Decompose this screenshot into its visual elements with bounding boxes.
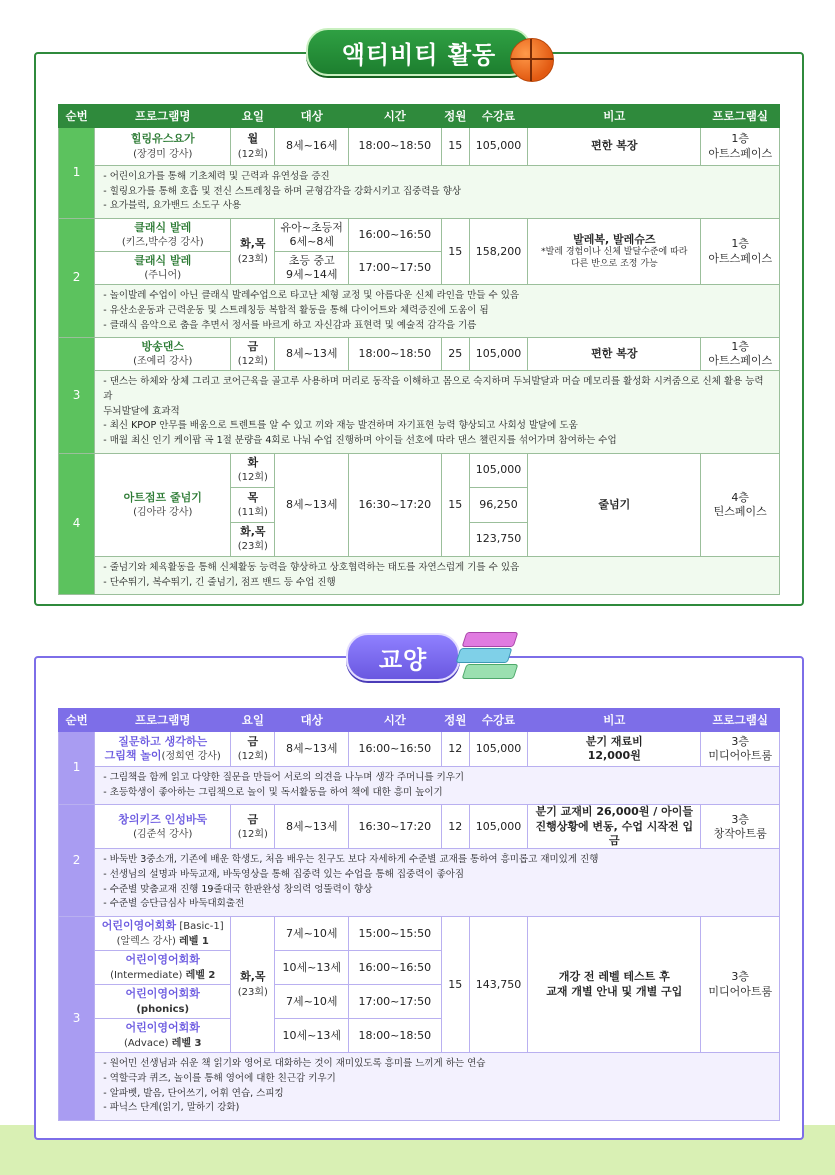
program-cell <box>95 453 231 556</box>
time-cell: 16:00~16:50 <box>348 951 441 985</box>
header-note: 비고 <box>528 709 701 732</box>
room-floor: 1층 <box>731 237 749 251</box>
description-row <box>59 767 780 805</box>
desc-line: 두뇌발달에 효과적 <box>103 405 180 417</box>
description-row <box>59 371 780 454</box>
room-cell <box>701 805 780 849</box>
program-name: 클래식 발레 <box>134 220 192 234</box>
note-cell <box>528 805 701 849</box>
capacity-cell: 25 <box>441 338 469 371</box>
teacher-name: (장경미 강사) <box>133 148 193 160</box>
table-row <box>59 917 780 951</box>
day: 화,목 <box>240 525 266 539</box>
day-cell <box>231 487 275 522</box>
time-cell: 17:00~17:50 <box>348 985 441 1019</box>
description-cell <box>95 285 780 338</box>
program-name: 아트점프 줄넘기 <box>123 490 202 504</box>
header-num: 순번 <box>59 709 95 732</box>
header-capacity: 정원 <box>441 105 469 128</box>
day-cell <box>231 219 275 285</box>
program-name: 클래식 발레 <box>134 253 192 267</box>
capacity-cell: 12 <box>441 732 469 767</box>
room-cell <box>701 128 780 166</box>
program-cell <box>95 252 231 285</box>
note-cell: 편한 복장 <box>528 128 701 166</box>
table-row <box>59 338 780 371</box>
time-cell: 15:00~15:50 <box>348 917 441 951</box>
target-cell: 7세~10세 <box>275 985 349 1019</box>
row-number: 2 <box>59 805 95 917</box>
capacity-cell: 12 <box>441 805 469 849</box>
room-floor: 1층 <box>731 132 749 146</box>
note-main: 분기 교재비 26,000원 / 아이들 <box>535 805 693 819</box>
program-name: 어린이영어회화 <box>125 987 200 1001</box>
culture-title: 교양 <box>346 633 460 681</box>
target-cell <box>275 219 349 252</box>
room-floor: 3층 <box>731 734 749 748</box>
program-name: 어린이영어회화 <box>101 919 177 933</box>
desc-line: - 바둑반 3중소개, 기존에 배운 학생도, 처음 배우는 친구도 보다 자세하게 수준별 교재를 통하여 흥미롭고 재미있게 진행 <box>103 854 599 866</box>
fee-cell: 123,750 <box>469 522 527 556</box>
desc-line: - 요가블럭, 요가밴드 소도구 사용 <box>103 200 242 212</box>
teacher-name: (알렉스 강사) <box>116 935 180 947</box>
target-cell: 10세~13세 <box>275 951 349 985</box>
session-count: (12회) <box>237 751 268 762</box>
room-name: 틴스페이스 <box>713 504 767 518</box>
teacher-name: (김아라 강사) <box>133 506 193 518</box>
note-cell <box>528 732 701 767</box>
level-label: 레벨 3 <box>171 1037 202 1049</box>
day: 금 <box>247 734 259 748</box>
target-group: 유아~초등저 <box>280 220 343 234</box>
day-cell <box>231 338 275 371</box>
capacity-cell: 15 <box>441 453 469 556</box>
program-name: 힐링유스요가 <box>130 132 195 146</box>
target-cell: 8세~13세 <box>275 338 349 371</box>
room-cell <box>701 917 780 1053</box>
header-room: 프로그램실 <box>701 105 780 128</box>
program-cell <box>95 805 231 849</box>
capacity-cell: 15 <box>441 128 469 166</box>
table-row <box>59 219 780 252</box>
description-row <box>59 849 780 917</box>
time-cell: 18:00~18:50 <box>348 1019 441 1053</box>
session-count: (12회) <box>237 356 268 368</box>
description-cell <box>95 556 780 594</box>
teacher-name: (Advace) <box>123 1037 172 1049</box>
time-cell: 18:00~18:50 <box>348 128 441 166</box>
header-time: 시간 <box>348 709 441 732</box>
day-cell <box>231 732 275 767</box>
program-cell <box>95 128 231 166</box>
table-header <box>59 105 780 128</box>
target-age: 6세~8세 <box>289 235 334 249</box>
desc-line: - 매월 최신 인기 케이팝 곡 1절 분량을 4회로 나눠 수업 진행하며 아이들 선호에 따라 댄스 챌린지를 섞어가며 참여하는 수업 <box>103 435 617 447</box>
note-main: 12,000원 <box>587 749 641 762</box>
teacher-name: (Intermediate) <box>110 969 186 981</box>
note-cell <box>528 917 701 1053</box>
day-cell <box>231 917 275 1053</box>
target-cell: 8세~13세 <box>275 805 349 849</box>
desc-line: - 알파벳, 발음, 단어쓰기, 어휘 연습, 스피킹 <box>103 1087 284 1099</box>
row-number: 1 <box>59 732 95 805</box>
program-name: 방송댄스 <box>141 340 184 354</box>
time-cell: 16:00~16:50 <box>348 219 441 252</box>
note-main: 개강 전 레벨 테스트 후 <box>558 970 670 984</box>
program-cell <box>95 951 231 985</box>
header-num: 순번 <box>59 105 95 128</box>
row-number: 1 <box>59 128 95 219</box>
fee-cell: 105,000 <box>469 453 527 487</box>
note-sub: 다른 반으로 조정 가능 <box>570 258 658 269</box>
teacher-name: (phonics) <box>136 1003 190 1015</box>
header-program: 프로그램명 <box>95 709 231 732</box>
note-cell <box>528 219 701 285</box>
desc-line: - 그림책을 함께 읽고 다양한 질문을 만들어 서로의 의견을 나누며 생각 주머니를 키우기 <box>103 772 465 783</box>
room-floor: 3층 <box>731 812 749 826</box>
room-floor: 3층 <box>731 970 749 984</box>
capacity-cell: 15 <box>441 917 469 1053</box>
program-name: 질문하고 생각하는 <box>118 734 208 748</box>
row-number: 3 <box>59 917 95 1121</box>
note-sub: *발레 경험이나 신체 발달수준에 따라 <box>541 247 688 258</box>
note-main: 진행상황에 변동, 수업 시작전 입금 <box>535 819 694 848</box>
row-number: 2 <box>59 219 95 338</box>
header-target: 대상 <box>275 105 349 128</box>
time-cell: 16:30~17:20 <box>348 805 441 849</box>
room-name: 아트스페이스 <box>708 354 773 368</box>
desc-line: - 파닉스 단계(읽기, 말하기 강화) <box>103 1102 240 1114</box>
program-cell <box>95 917 231 951</box>
header-time: 시간 <box>348 105 441 128</box>
description-cell <box>95 166 780 219</box>
time-cell: 18:00~18:50 <box>348 338 441 371</box>
teacher-name: (조예리 강사) <box>133 356 193 368</box>
target-cell: 10세~13세 <box>275 1019 349 1053</box>
note-main: 교재 개별 안내 및 개별 구입 <box>546 984 683 998</box>
basketball-icon <box>510 38 554 82</box>
program-cell <box>95 338 231 371</box>
day: 월 <box>247 132 259 146</box>
day: 화,목 <box>240 970 266 984</box>
desc-line: - 힐링요가를 통해 호흡 및 전신 스트레칭을 하며 균형감각을 강화시키고 집중력을 향상 <box>103 185 462 197</box>
session-count: (11회) <box>237 506 268 518</box>
fee-cell: 105,000 <box>469 732 527 767</box>
desc-line: - 초등학생이 좋아하는 그림책으로 놀이 및 독서활동을 하여 책에 대한 흥미 높이기 <box>103 786 443 798</box>
header-room: 프로그램실 <box>701 709 780 732</box>
program-name: 어린이영어회화 <box>125 953 200 967</box>
room-name: 미디어아트룸 <box>708 749 773 762</box>
header-day: 요일 <box>231 105 275 128</box>
session-count: (23회) <box>237 986 268 998</box>
note-cell: 편한 복장 <box>528 338 701 371</box>
desc-line: - 놀이발레 수업이 아닌 클래식 발레수업으로 타고난 체형 교정 및 아름다운 신체 라인을 만들 수 있음 <box>103 290 520 302</box>
description-cell <box>95 849 780 917</box>
description-row <box>59 285 780 338</box>
activity-table <box>58 104 780 595</box>
target-cell: 8세~13세 <box>275 453 349 556</box>
day-cell <box>231 128 275 166</box>
session-count: (23회) <box>237 541 268 553</box>
desc-line: - 수준별 승단급심사 바둑대회출전 <box>103 898 245 910</box>
room-floor: 1층 <box>731 340 749 354</box>
desc-line: - 어린이요가를 통해 기초체력 및 근력과 유연성을 증진 <box>103 171 330 182</box>
desc-line: - 원어민 선생님과 쉬운 책 읽기와 영어로 대화하는 것이 재미있도록 흥미를 느끼게 하는 연습 <box>103 1058 486 1070</box>
description-row <box>59 166 780 219</box>
description-cell <box>95 1053 780 1121</box>
program-tag: [Basic-1] <box>176 921 224 933</box>
header-day: 요일 <box>231 709 275 732</box>
header-capacity: 정원 <box>441 709 469 732</box>
program-cell <box>95 985 231 1019</box>
activity-title: 액티비티 활동 <box>306 28 532 76</box>
desc-line: - 역할극과 퀴즈, 놀이를 통해 영어에 대한 친근감 키우기 <box>103 1072 336 1084</box>
room-cell <box>701 338 780 371</box>
day: 목 <box>247 490 259 504</box>
session-count: (12회) <box>237 148 268 160</box>
table-row <box>59 128 780 166</box>
desc-line: - 클래식 음악으로 춤을 추면서 정서를 바르게 하고 자신감과 표현력 및 예술적 감각을 기름 <box>103 319 477 331</box>
target-cell: 8세~16세 <box>275 128 349 166</box>
target-age: 9세~14세 <box>286 268 338 282</box>
fee-cell: 105,000 <box>469 128 527 166</box>
header-program: 프로그램명 <box>95 105 231 128</box>
capacity-cell: 15 <box>441 219 469 285</box>
session-count: (12회) <box>237 828 268 840</box>
table-row <box>59 732 780 767</box>
room-name: 미디어아트룸 <box>708 984 773 998</box>
note-main: 분기 재료비 <box>585 734 643 748</box>
room-cell <box>701 453 780 556</box>
day: 금 <box>247 812 259 826</box>
header-target: 대상 <box>275 709 349 732</box>
time-cell: 16:30~17:20 <box>348 453 441 556</box>
room-name: 창작아트룸 <box>713 826 767 840</box>
room-name: 아트스페이스 <box>708 251 773 265</box>
desc-line: - 댄스는 하체와 상체 그리고 코어근육을 골고루 사용하며 머리로 동작을 이해하고 몸으로 숙지하며 두뇌발달과 머슬 메모리를 활성화 시켜줌으로 신체 활용 능력과 <box>103 376 764 403</box>
table-row <box>59 453 780 487</box>
fee-cell: 96,250 <box>469 487 527 522</box>
teacher-name: (주니어) <box>144 270 182 282</box>
row-number: 4 <box>59 453 95 594</box>
row-number: 3 <box>59 338 95 454</box>
fee-cell: 105,000 <box>469 338 527 371</box>
session-count: (23회) <box>237 253 268 265</box>
room-floor: 4층 <box>731 490 749 504</box>
level-label: 레벨 2 <box>185 969 216 981</box>
description-row <box>59 1053 780 1121</box>
table-row <box>59 805 780 849</box>
program-name: 창의키즈 인성바둑 <box>118 812 208 826</box>
header-fee: 수강료 <box>469 709 527 732</box>
desc-line: - 단수뛰기, 복수뛰기, 긴 줄넘기, 점프 밴드 등 수업 진행 <box>103 576 336 588</box>
desc-line: - 유산소운동과 근력운동 및 스트레칭등 복합적 활동을 통해 다이어트와 체력증진에 도움이 됨 <box>103 304 489 316</box>
culture-table <box>58 708 780 1121</box>
day: 화 <box>247 456 259 470</box>
target-cell: 7세~10세 <box>275 917 349 951</box>
note-main: 발레복, 발레슈즈 <box>573 232 656 246</box>
description-row <box>59 556 780 594</box>
books-icon <box>456 626 516 690</box>
desc-line: - 최신 KPOP 안무를 배움으로 트렌트를 알 수 있고 끼와 재능 발견하며 자기표현 능력 향상되고 사회성 발달에 도움 <box>103 420 578 432</box>
time-cell: 16:00~16:50 <box>348 732 441 767</box>
day-cell <box>231 453 275 487</box>
desc-line: - 선생님의 설명과 바둑교재, 바둑영상을 통해 집중력 있는 수업을 통해 집중력이 좋아짐 <box>103 869 465 881</box>
note-cell: 줄넘기 <box>528 453 701 556</box>
program-cell <box>95 1019 231 1053</box>
room-cell <box>701 219 780 285</box>
day-cell <box>231 522 275 556</box>
teacher-name: (키즈,박수경 강사) <box>121 237 204 249</box>
fee-cell: 158,200 <box>469 219 527 285</box>
table-header <box>59 709 780 732</box>
fee-cell: 105,000 <box>469 805 527 849</box>
target-group: 초등 중고 <box>288 253 335 267</box>
description-cell <box>95 767 780 805</box>
program-cell <box>95 219 231 252</box>
room-cell <box>701 732 780 767</box>
description-cell <box>95 371 780 454</box>
fee-cell: 143,750 <box>469 917 527 1053</box>
program-name: 그림책 놀이 <box>104 749 162 762</box>
day: 금 <box>247 340 259 354</box>
program-name: 어린이영어회화 <box>125 1021 200 1035</box>
header-fee: 수강료 <box>469 105 527 128</box>
session-count: (12회) <box>237 472 268 484</box>
target-cell <box>275 252 349 285</box>
program-cell <box>95 732 231 767</box>
target-cell: 8세~13세 <box>275 732 349 767</box>
teacher-name: (김준석 강사) <box>133 828 193 840</box>
desc-line: - 줄넘기와 체육활동을 통해 신체활동 능력을 향상하고 상호협력하는 태도를 자연스럽게 기를 수 있음 <box>103 561 520 573</box>
day-cell <box>231 805 275 849</box>
level-label: 레벨 1 <box>179 935 209 947</box>
teacher-name: (정희연 강사) <box>161 751 221 762</box>
room-name: 아트스페이스 <box>708 146 773 160</box>
day: 화,목 <box>240 237 266 251</box>
header-note: 비고 <box>528 105 701 128</box>
time-cell: 17:00~17:50 <box>348 252 441 285</box>
desc-line: - 수준별 맞춤교재 진행 19줄대국 한판완성 창의력 엉뚤력이 향상 <box>103 883 373 895</box>
